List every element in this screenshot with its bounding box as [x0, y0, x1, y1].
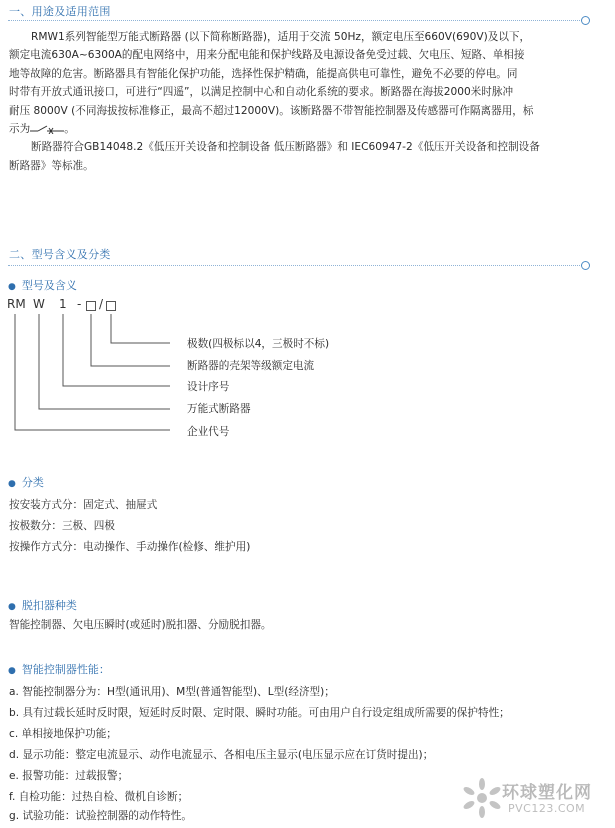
model-code-dash: -: [77, 297, 82, 311]
model-code-w: W: [33, 297, 45, 311]
body-line-1: RMW1系列智能型万能式断路器 (以下简称断路器)，适用于交流 50Hz，额定电压至660V(690V)及以下，: [31, 31, 531, 43]
model-label-universal: 万能式断路器: [187, 403, 251, 415]
section-1-title: 一、用途及适用范围: [9, 5, 111, 18]
body-line-4: 时带有开放式通讯接口，可进行“四遥”，以满足控制中心和自动化系统的要求。断路器在海拔2000米时脉冲: [9, 86, 514, 99]
section-2-title: 二、型号含义及分类: [9, 248, 111, 261]
model-label-poles: 极数(四极标以4，三极时不标): [187, 338, 330, 350]
controller-item-b: b. 具有过载长延时反时限，短延时反时限、定时限、瞬时功能。可由用户自行设定组成所需要的保护特性；: [9, 707, 510, 719]
controller-item-g: g. 试验功能：试验控制器的动作特性。: [9, 810, 192, 822]
body-line-6-tail: 。: [64, 123, 75, 136]
model-heading-text: 型号及含义: [21, 279, 77, 292]
controller-item-f: f. 自检功能：过热自检、微机自诊断；: [9, 791, 189, 803]
classification-poles: 按极数分：三极、四极: [9, 520, 115, 532]
watermark-url: PVC123.COM: [508, 802, 586, 815]
classification-heading-text: 分类: [21, 476, 44, 489]
model-label-company: 企业代号: [187, 426, 230, 438]
body-line-6-text: 示为: [9, 123, 31, 136]
watermark-logo-icon: [462, 776, 502, 820]
classification-heading: [8, 474, 44, 490]
body-line-2: 额定电流630A~6300A的配电网络中，用来分配电能和保护线路及电源设备免受过载、欠电压、短路、单相接: [9, 49, 525, 62]
model-code-slash: /: [99, 297, 104, 311]
bullet-icon: ●: [8, 479, 16, 489]
classification-operation: 按操作方式分：电动操作、手动操作(检修、维护用): [9, 541, 251, 553]
classification-install: 按安装方式分：固定式、抽屉式: [9, 499, 158, 511]
release-types: 智能控制器、欠电压瞬时(或延时)脱扣器、分励脱扣器。: [9, 619, 272, 631]
model-label-frame-current: 断路器的壳架等级额定电流: [187, 360, 315, 372]
controller-item-a: a. 智能控制器分为：H型(通讯用)、M型(普通智能型)、L型(经济型)；: [9, 686, 335, 698]
bullet-icon: ●: [8, 602, 16, 612]
body-line-7: 断路器符合GB14048.2《低压开关设备和控制设备 低压断路器》和 IEC60947-2《低压开关设备和控制设备: [31, 141, 540, 154]
watermark: [462, 772, 610, 824]
bullet-icon: ●: [8, 666, 16, 676]
release-heading: [8, 597, 77, 613]
controller-item-e: e. 报警功能：过载报警；: [9, 770, 129, 782]
model-code-rm: RM: [7, 297, 26, 311]
bullet-icon: ●: [8, 282, 16, 292]
controller-item-c: c. 单相接地保护功能；: [9, 728, 117, 740]
model-code-1: 1: [59, 297, 67, 311]
body-line-3: 地等故障的危害。断路器具有智能化保护功能，选择性保护精确，能提高供电可靠性，避免不必要的停电。同: [9, 67, 518, 80]
release-heading-text: 脱扣器种类: [21, 599, 77, 612]
controller-item-d: d. 显示功能：整定电流显示、动作电流显示、各相电压主显示(电压显示应在订货时提出)；: [9, 749, 434, 761]
model-label-design-no: 设计序号: [187, 381, 230, 393]
controller-heading-text: 智能控制器性能：: [21, 663, 110, 676]
body-line-5: 耐压 8000V (不同海拔按标准修正，最高不超过12000V)。该断路器不带智能控制器及传感器可作隔离器用，标: [9, 104, 534, 117]
watermark-name: 环球塑化网: [502, 783, 592, 803]
body-line-8: 断路器》等标准。: [9, 159, 94, 172]
controller-heading: [8, 661, 110, 677]
